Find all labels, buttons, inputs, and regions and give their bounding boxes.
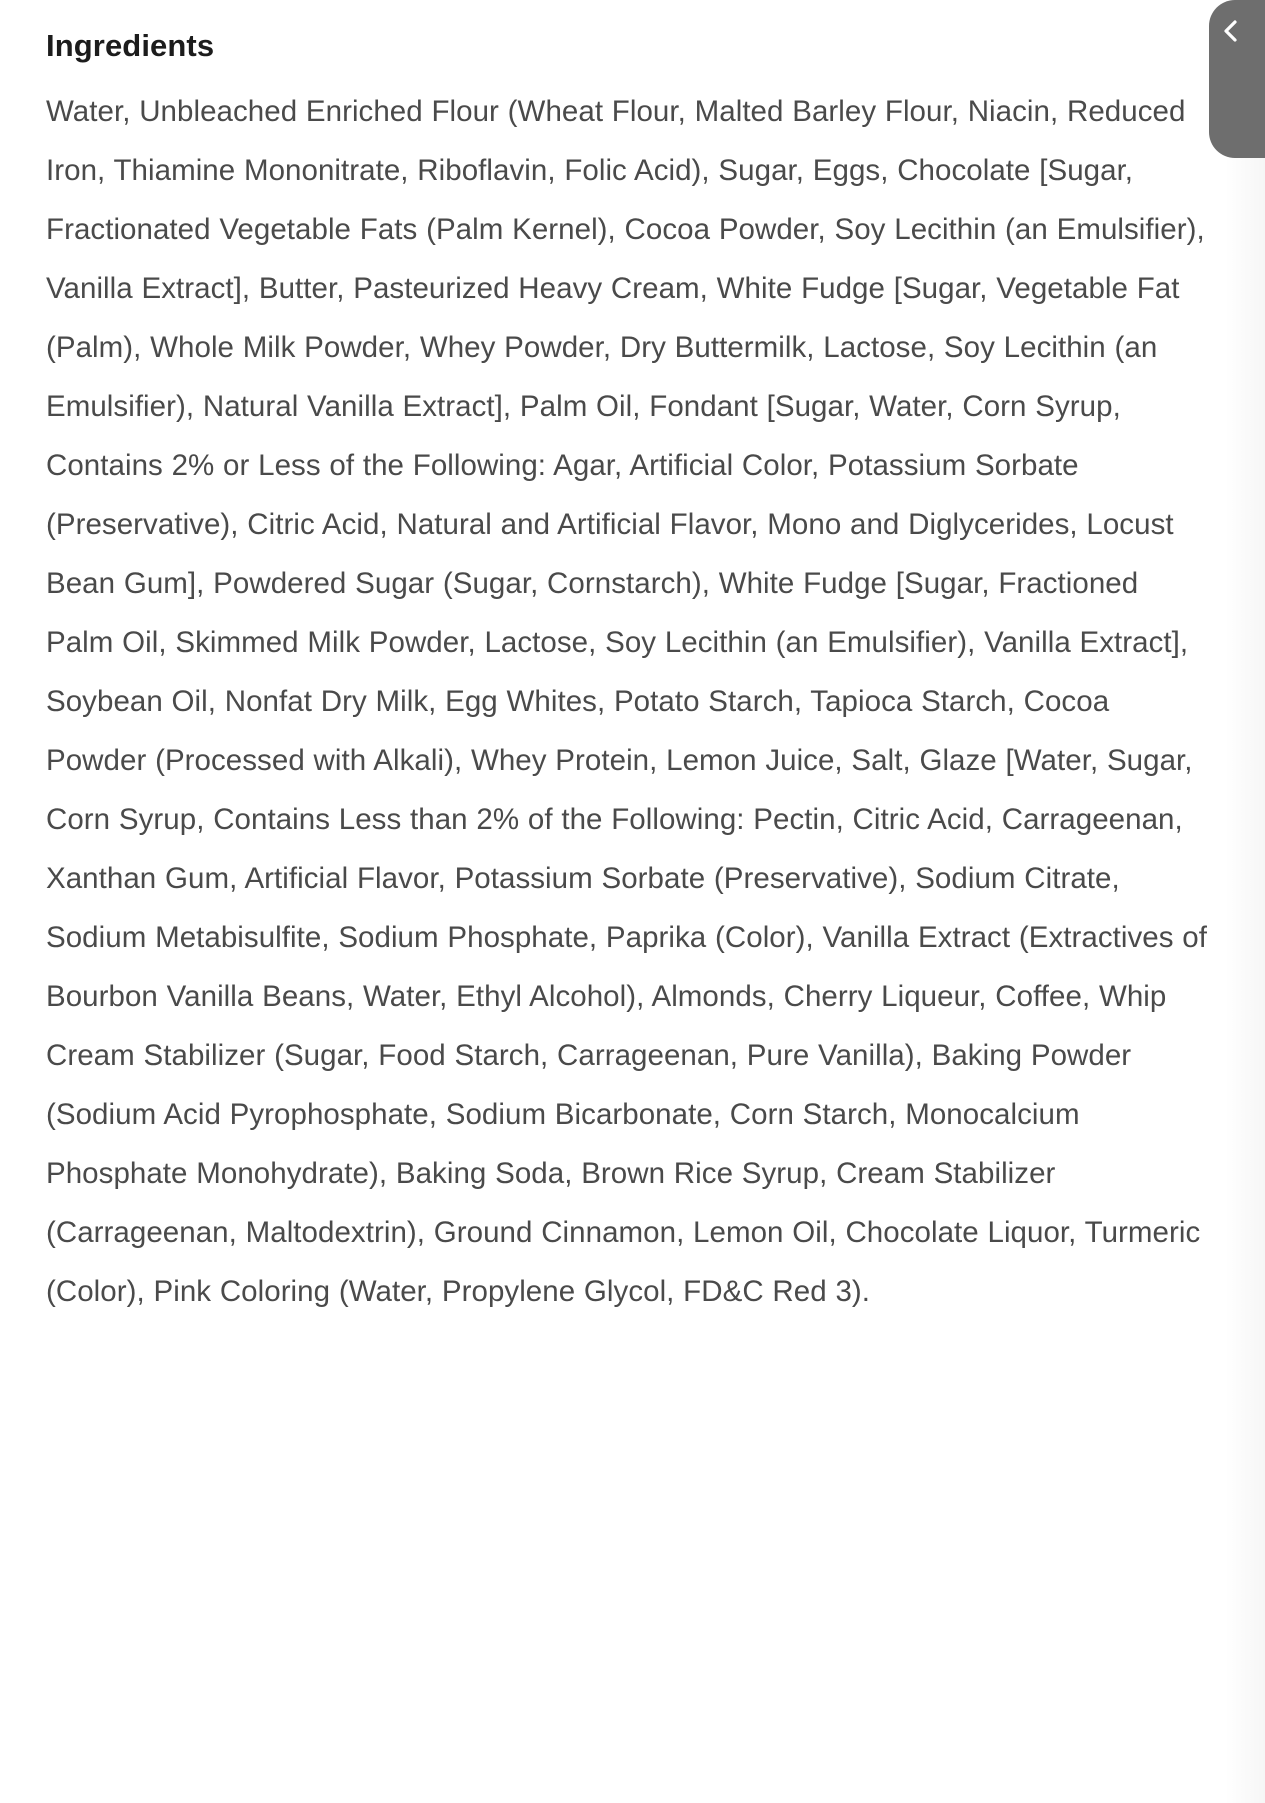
chevron-left-icon — [1218, 18, 1244, 44]
side-drawer-handle[interactable] — [1209, 0, 1265, 158]
ingredients-text: Water, Unbleached Enriched Flour (Wheat Flour, Malted Barley Flour, Niacin, Reduced Iron, Thiamine Mononitrate, Riboflavin, Folic Acid), Sugar, Eggs, Chocolate [Sugar, Fractionated Vegetable Fats (Palm Kernel), Cocoa Powder, Soy Lecithin (an Emulsifier), Vanilla Extract], Butter, Pasteurized Heavy Cream, White Fudge [Sugar, Vegetable Fat (Palm), Whole Milk Powder, Whey Powder, Dry Buttermilk, Lactose, Soy Lecithin (an Emulsifier), Natural Vanilla Extract], Palm Oil, Fondant [Sugar, Water, Corn Syrup, Contains 2% or Less of the Following: Agar, Artificial Color, Potassium Sorbate (Preservative), Citric Acid, Natural and Artificial Flavor, Mono and Diglycerides, Locust Bean Gum], Powdered Sugar (Sugar, Cornstarch), White Fudge [Sugar, Fractioned Palm Oil, Skimmed Milk Powder, Lactose, Soy Lecithin (an Emulsifier), Vanilla Extract], Soybean Oil, Nonfat Dry Milk, Egg Whites, Potato Starch, Tapioca Starch, Cocoa Powder (Processed with Alkali), Whey Protein, Lemon Juice, Salt, Glaze [Water, Sugar, Corn Syrup, Contains Less than 2% of the Following: Pectin, Citric Acid, Carrageenan, Xanthan Gum, Artificial Flavor, Potassium Sorbate (Preservative), Sodium Citrate, Sodium Metabisulfite, Sodium Phosphate, Paprika (Color), Vanilla Extract (Extractives of Bourbon Vanilla Beans, Water, Ethyl Alcohol), Almonds, Cherry Liqueur, Coffee, Whip Cream Stabilizer (Sugar, Food Starch, Carrageenan, Pure Vanilla), Baking Powder (Sodium Acid Pyrophosphate, Sodium Bicarbonate, Corn Starch, Monocalcium Phosphate Monohydrate), Baking Soda, Brown Rice Syrup, Cream Stabilizer (Carrageenan, Maltodextrin), Ground Cinnamon, Lemon Oil, Chocolate Liquor, Turmeric (Color), Pink Coloring (Water, Propylene Glycol, FD&C Red 3). — [46, 95, 1207, 1308]
page-title: Ingredients — [46, 28, 215, 63]
